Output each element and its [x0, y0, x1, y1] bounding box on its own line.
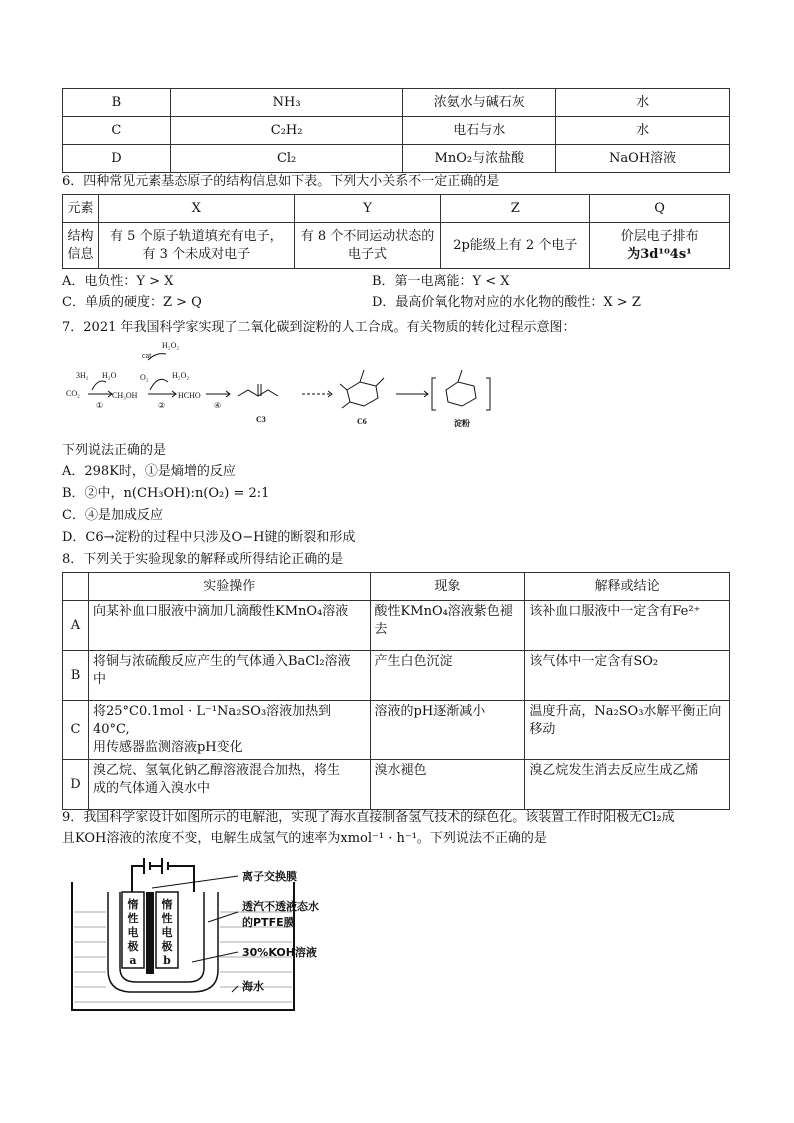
co2-label: CO₂ [66, 389, 80, 398]
header-cell: 现象 [370, 573, 525, 601]
c3-label: C3 [256, 415, 266, 424]
ptfe-label-1: 透汽不透液态水 [242, 900, 319, 913]
electrode-a-char: 惰 [127, 898, 139, 911]
operation-cell: 向某补血口服液中滴加几滴酸性KMnO₄溶液 [88, 601, 370, 651]
electrode-a-char: 极 [127, 940, 139, 953]
electrode-b-char: 性 [161, 912, 173, 925]
q6-stem: 6．四种常见元素基态原子的结构信息如下表。下列大小关系不一定正确的是 [62, 174, 500, 189]
q6-table [62, 194, 730, 269]
conclusion-cell: 该气体中一定含有SO₂ [525, 651, 730, 701]
q7-option-a: A．298K时，①是熵增的反应 [62, 464, 236, 479]
q7-option-d: D．C6→淀粉的过程中只涉及O−H键的断裂和形成 [62, 530, 356, 545]
gas-cell: C₂H₂ [170, 117, 403, 145]
reagent-cell: MnO₂与浓盐酸 [403, 145, 556, 173]
operation-cell: 将25°C0.1mol · L⁻¹Na₂SO₃溶液加热到40°C, 用传感器监测溶液pH变化 [88, 701, 370, 760]
h2-label: 3H₂ [76, 371, 89, 380]
step-1-label: ① [96, 401, 104, 410]
step-4-label: ④ [214, 401, 222, 410]
q9-line-1: 9．我国科学家设计如图所示的电解池，实现了海水直接制备氢气技术的绿色化。该装置工作时阳极无Cl₂成 [62, 810, 675, 825]
starch-label: 淀粉 [454, 419, 470, 428]
cat-label: cat [142, 351, 152, 360]
electrode-a-char: a [129, 954, 137, 967]
gas-cell: NH₃ [170, 89, 403, 117]
header-cell: 元素 [63, 195, 99, 223]
table-row [63, 651, 730, 701]
electrolysis-cell-diagram [62, 852, 362, 1022]
seawater-label: 海水 [242, 980, 264, 993]
row-label: C [63, 701, 89, 760]
electrode-b-char: 电 [161, 926, 173, 939]
x-info: 有 5 个原子轨道填充有电子， 有 3 个未成对电子 [98, 223, 294, 269]
q8-stem: 8．下列关于实验现象的解释或所得结论正确的是 [62, 552, 344, 567]
header-cell [63, 573, 89, 601]
row-label: C [63, 117, 171, 145]
table-header-row [63, 195, 730, 223]
h2o2-top-label: H₂O₂ [162, 341, 180, 350]
electrode-a-char: 性 [127, 912, 139, 925]
absorber-cell: 水 [556, 89, 730, 117]
operation-cell: 将铜与浓硫酸反应产生的气体通入BaCl₂溶液 中 [88, 651, 370, 701]
q-info: 价层电子排布 为3d¹⁰4s¹ [590, 223, 730, 269]
phenomenon-cell: 溴水褪色 [370, 760, 525, 810]
header-cell: X [98, 195, 294, 223]
row-label: D [63, 145, 171, 173]
q7-option-c: C．④是加成反应 [62, 508, 163, 523]
q6-option-a: A．电负性：Y > X [62, 274, 174, 289]
electrode-a-char: 电 [127, 926, 139, 939]
conclusion-cell: 温度升高，Na₂SO₃水解平衡正向 移动 [525, 701, 730, 760]
q7-sub: 下列说法正确的是 [62, 443, 167, 458]
operation-cell: 溴乙烷、氢氧化钠乙醇溶液混合加热，将生 成的气体通入溴水中 [88, 760, 370, 810]
row-label: 结构 信息 [63, 223, 99, 269]
absorber-cell: NaOH溶液 [556, 145, 730, 173]
co2-to-starch-diagram [62, 338, 522, 438]
table-row [63, 601, 730, 651]
reagent-cell: 电石与水 [403, 117, 556, 145]
phenomenon-cell: 酸性KMnO₄溶液紫色褪 去 [370, 601, 525, 651]
table-row [63, 760, 730, 810]
table-row [63, 89, 730, 117]
row-label: D [63, 760, 89, 810]
ptfe-label-2: 的PTFE膜 [242, 916, 295, 929]
q7-option-b: B．②中，n(CH₃OH):n(O₂) = 2:1 [62, 486, 270, 501]
h2o-label: H₂O [102, 371, 117, 380]
q5-table [62, 88, 730, 173]
table-row [63, 117, 730, 145]
y-info: 有 8 个不同运动状态的 电子式 [294, 223, 441, 269]
row-label: A [63, 601, 89, 651]
absorber-cell: 水 [556, 117, 730, 145]
header-cell: Z [441, 195, 590, 223]
z-info: 2p能级上有 2 个电子 [441, 223, 590, 269]
q6-option-c: C．单质的硬度：Z > Q [62, 295, 202, 310]
c6-label: C6 [357, 417, 367, 426]
q8-table [62, 572, 730, 810]
conclusion-cell: 该补血口服液中一定含有Fe²⁺ [525, 601, 730, 651]
phenomenon-cell: 产生白色沉淀 [370, 651, 525, 701]
row-label: B [63, 89, 171, 117]
header-cell: 解释或结论 [525, 573, 730, 601]
h2o2-label: H₂O₂ [172, 371, 190, 380]
reagent-cell: 浓氨水与碱石灰 [403, 89, 556, 117]
table-row [63, 145, 730, 173]
electrode-b-char: b [163, 954, 171, 967]
conclusion-cell: 溴乙烷发生消去反应生成乙烯 [525, 760, 730, 810]
table-row [63, 701, 730, 760]
q7-stem: 7．2021 年我国科学家实现了二氧化碳到淀粉的人工合成。有关物质的转化过程示意图： [62, 320, 576, 335]
header-cell: Q [590, 195, 730, 223]
hcho-label: HCHO [178, 391, 201, 400]
o2-label: O₂ [140, 373, 149, 382]
membrane-label: 离子交换膜 [242, 870, 297, 883]
header-cell: 实验操作 [88, 573, 370, 601]
electrode-b-char: 惰 [161, 898, 173, 911]
q9-line-2: 且KOH溶液的浓度不变，电解生成氢气的速率为xmol⁻¹ · h⁻¹。下列说法不正确的是 [62, 831, 547, 846]
q6-option-b: B．第一电离能：Y < X [372, 274, 510, 289]
table-header-row [63, 573, 730, 601]
phenomenon-cell: 溶液的pH逐渐减小 [370, 701, 525, 760]
table-row [63, 223, 730, 269]
header-cell: Y [294, 195, 441, 223]
q6-option-d: D．最高价氧化物对应的水化物的酸性：X > Z [372, 295, 641, 310]
gas-cell: Cl₂ [170, 145, 403, 173]
step-2-label: ② [158, 401, 166, 410]
electrode-b-char: 极 [161, 940, 173, 953]
ch3oh-label: CH₃OH [112, 391, 138, 400]
koh-label: 30%KOH溶液 [242, 946, 317, 959]
row-label: B [63, 651, 89, 701]
